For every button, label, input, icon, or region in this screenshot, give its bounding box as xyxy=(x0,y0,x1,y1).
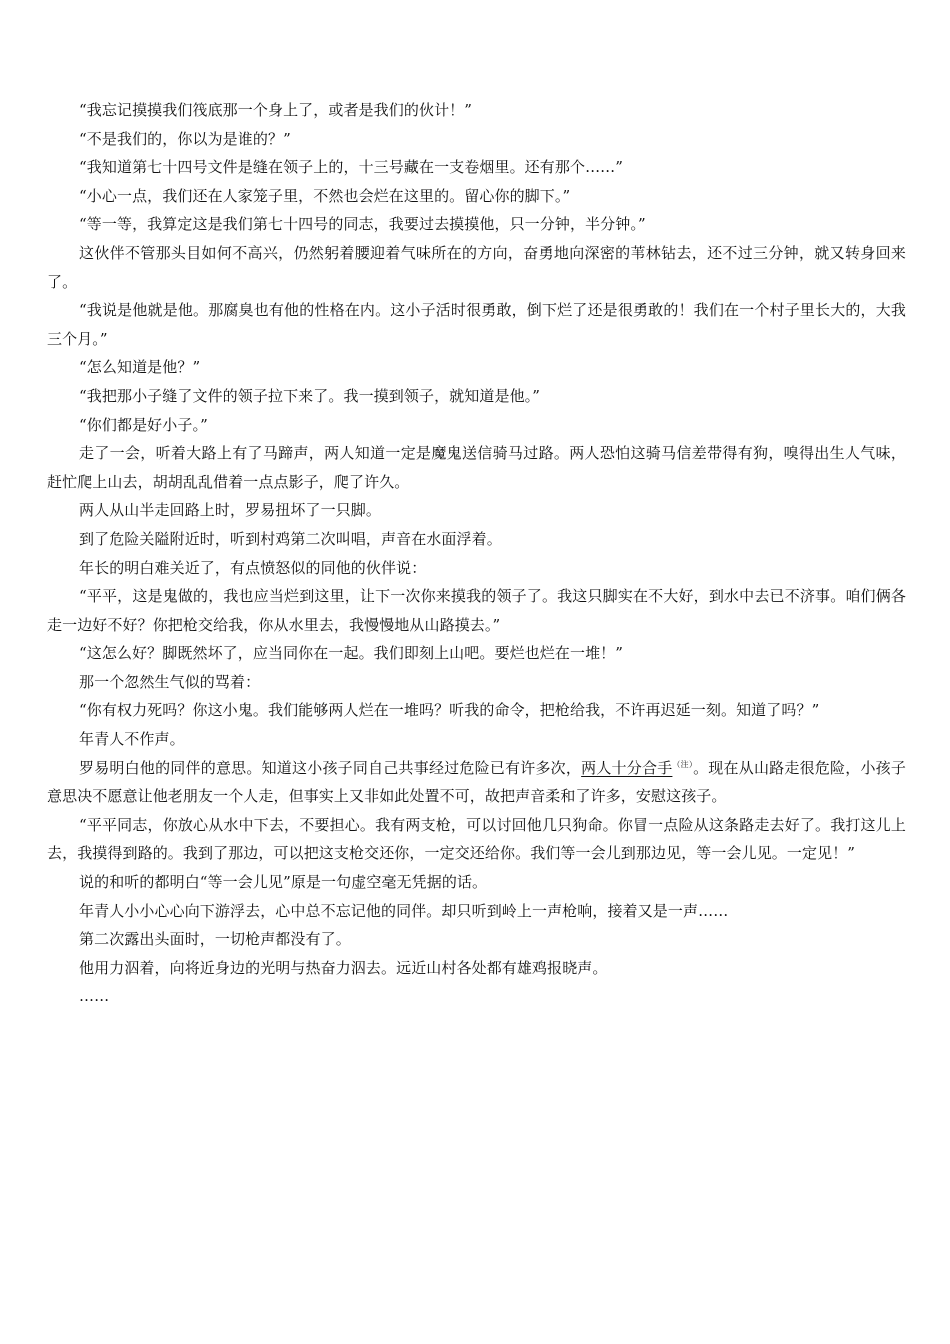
paragraph: 这伙伴不管那头目如何不高兴，仍然躬着腰迎着气味所在的方向，奋勇地向深密的苇林钻去，还不过三分钟，就又转身回来了。 xyxy=(47,243,906,291)
paragraph: 两人从山半走回路上时，罗易扭坏了一只脚。 xyxy=(79,501,382,520)
paragraph: 第二次露出头面时，一切枪声都没有了。 xyxy=(79,930,351,949)
paragraph: “你有权力死吗？你这小鬼。我们能够两人烂在一堆吗？听我的命令，把枪给我，不许再迟延一刻。知道了吗？” xyxy=(79,701,820,720)
paragraph: “这怎么好？脚既然坏了，应当同你在一起。我们即刻上山吧。要烂也烂在一堆！” xyxy=(79,644,624,663)
paragraph: 年长的明白难关近了，有点愤怒似的同他的伙伴说： xyxy=(79,558,427,577)
paragraph: “我知道第七十四号文件是缝在领子上的，十三号藏在一支卷烟里。还有那个……” xyxy=(79,158,624,177)
paragraph: “平平，这是鬼做的，我也应当烂到这里，让下一次你来摸我的领子了。我这只脚实在不大好，到水中去已不济事。咱们俩各走一边好不好？你把枪交给我，你从水里去，我慢慢地从山路摸去。” xyxy=(47,587,906,634)
paragraph: 说的和听的都明白“等一会儿见”原是一句虚空毫无凭据的话。 xyxy=(79,873,488,892)
paragraph: 走了一会，听着大路上有了马蹄声，两人知道一定是魔鬼送信骑马过路。两人恐怕这骑马信差带得有狗，嗅得出生人气味，赶忙爬上山去，胡胡乱乱借着一点点影子，爬了许久。 xyxy=(47,444,906,491)
paragraph: 那一个忽然生气似的骂着： xyxy=(79,672,261,691)
paragraph: “怎么知道是他？” xyxy=(79,358,201,377)
paragraph: “我把那小子缝了文件的领子拉下来了。我一摸到领子，就知道是他。” xyxy=(79,386,541,405)
paragraph: 年青人小小心心向下游浮去，心中总不忘记他的同伴。却只听到岭上一声枪响，接着又是一声…… xyxy=(79,901,729,920)
paragraph: “我忘记摸摸我们筏底那一个身上了，或者是我们的伙计！” xyxy=(79,101,473,119)
paragraph-ellipsis: …… xyxy=(79,987,110,1006)
underlined-phrase: 两人十分合手 xyxy=(581,758,673,777)
paragraph: 他用力泅着，向将近身边的光明与热奋力泅去。远近山村各处都有雄鸡报晓声。 xyxy=(79,958,608,977)
paragraph-text-after: 。现在从山路走很危险，小孩子意思决不愿意让他老朋友一个人走，但事实上又非如此处置不可，故把声音柔和了许多，安慰这孩子。 xyxy=(47,758,906,806)
paragraph: “平平同志，你放心从水中下去，不要担心。我有两支枪，可以讨回他几只狗命。你冒一点险从这条路走去好了。我打这儿上去，我摸得到路的。我到了那边，可以把这支枪交还你，一定交还给你。我们等一会儿到那边见，等一会儿见。一定见！” xyxy=(47,815,906,863)
paragraph: “我说是他就是他。那腐臭也有他的性格在内。这小子活时很勇敢，倒下烂了还是很勇敢的！我们在一个村子里长大的，大我三个月。” xyxy=(47,301,906,348)
paragraph: 年青人不作声。 xyxy=(79,730,185,749)
document-page xyxy=(47,96,906,1011)
paragraph-text-before: 罗易明白他的同伴的意思。知道这小孩子同自己共事经过危险已有许多次， xyxy=(79,758,582,777)
paragraph: “你们都是好小子。” xyxy=(79,415,208,434)
annotation-marker: （注） xyxy=(672,759,694,769)
paragraph: “等一等，我算定这是我们第七十四号的同志，我要过去摸摸他，只一分钟，半分钟。” xyxy=(79,215,646,234)
paragraph: “小心一点，我们还在人家笼子里，不然也会烂在这里的。留心你的脚下。” xyxy=(79,186,571,205)
paragraph: “不是我们的，你以为是谁的？” xyxy=(79,129,291,148)
paragraph: 到了危险关隘附近时，听到村鸡第二次叫唱，声音在水面浮着。 xyxy=(79,529,502,548)
paragraph-with-annotation xyxy=(47,754,906,811)
